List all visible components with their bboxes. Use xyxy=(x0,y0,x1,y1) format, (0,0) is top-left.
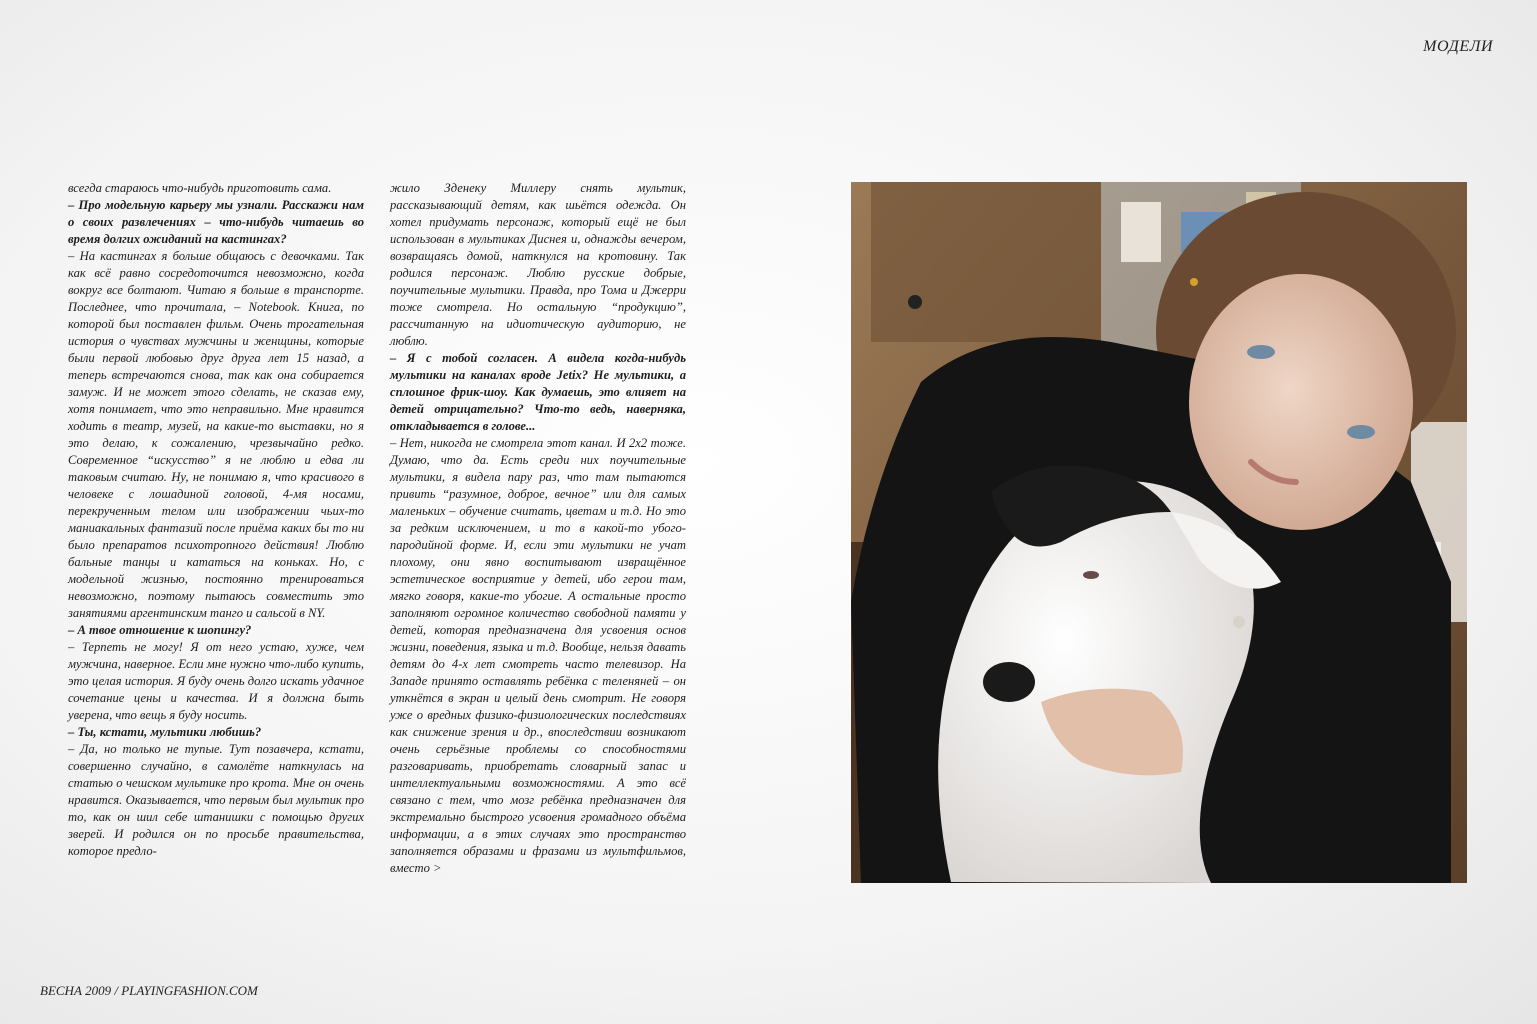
photo-illustration xyxy=(851,182,1467,883)
section-label: МОДЕЛИ xyxy=(1423,38,1493,55)
sweater-button xyxy=(1233,616,1245,628)
article-photo xyxy=(851,182,1467,883)
article-column-1 xyxy=(68,180,364,860)
interview-question: – А твое отношение к шопингу? xyxy=(68,623,252,637)
interview-answer: всегда стараюсь что-нибудь приготовить сама. xyxy=(68,181,332,195)
interview-question: – Ты, кстати, мультики любишь? xyxy=(68,725,262,739)
interview-question: – Про модельную карьеру мы узнали. Расскажи нам о своих развлечениях – что-нибудь читаешь во время долгих ожиданий на кастингах? xyxy=(68,198,364,246)
eye-left xyxy=(1247,345,1275,359)
dog-eye xyxy=(1083,571,1099,579)
interview-answer: – Нет, никогда не смотрела этот канал. И 2х2 тоже. Думаю, что да. Есть среди них поучительные мультики, я видела пару раз, что там пытаются привить “разумное, доброе, вечное” или для самых маленьких – обучение считать, цветам и т.д. Но это за редким исключением, и то в какой-то убого-пародийной форме. И, если эти мультики не учат плохому, они явно воспитывают извращённое эстетическое восприятие у детей, ибо герои там, мягко говоря, какие-то убогие. А остальные просто заполняют огромное количество свободной памяти у детей, которая предназначена для усвоения основ жизни, поведения, языка и т.д. Вообще, нельзя давать детям до 4-х лет смотреть часто телевизор. На Западе принято оставлять ребёнка с теленяней – он уткнётся в экран и целый день смотрит. Не говоря уже о вредных физико-физиологических последствиях как снижение зрения и др., впоследствии возникают очень серьёзные проблемы со способностями разговаривать, приобретать словарный запас и интеллектуальными возможностями. А это всё связано с тем, что мозг ребёнка предназначен для экстремально быстрого усвоения громадного объёма информации, а в этих случаях это пространство заполняется образами и фразами из мультфильмов, вместо > xyxy=(390,436,686,875)
shelf-item xyxy=(1121,202,1161,262)
article-column-2 xyxy=(390,180,686,877)
interview-answer: – Терпеть не могу! Я от него устаю, хуже, чем мужчина, наверное. Если мне нужно что-либо купить, это целая история. Я буду очень долго искать удачное сочетание цены и качества. И я должна быть уверена, что вещь я буду носить. xyxy=(68,640,364,722)
interview-answer: – На кастингах я больше общаюсь с девочками. Так как всё равно сосредоточится невозможно, когда вокруг все болтают. Читаю я больше в транспорте. Последнее, что прочитала, – Notebook. Книга, по которой был поставлен фильм. Очень трогательная история о чувствах мужчины и женщины, которые были первой любовью друг друга лет 15 назад, а теперь встречаются снова, так как она собирается замуж. И не может этого сделать, не сказав ему, хотя понимает, что это неправильно. Мне нравится ходить в театр, музей, на какие-то выставки, но я это делаю, к сожалению, чрезвычайно редко. Современное “искусство” я не люблю и едва ли таковым считаю. Ну, не понимаю я, что красивого в человеке с лошадиной головой, 4-мя носами, перекрученным телом или изображении чьих-то маниакальных фантазий после приёма каких бы то ни было препаратов психотропного действия! Люблю бальные танцы и кататься на коньках. Но, с модельной жизнью, постоянно тренироваться невозможно, поэтому пытаюсь совместить это занятиями аргентинским танго и сальсой в NY. xyxy=(68,249,364,620)
page-footer: ВЕСНА 2009 / PLAYINGFASHION.COM xyxy=(40,983,258,998)
eye-right xyxy=(1347,425,1375,439)
face xyxy=(1189,274,1413,530)
interview-answer: жило Зденеку Миллеру снять мультик, рассказывающий детям, как шьётся одежда. Он хотел придумать персонаж, который ещё не был использован в мультиках Диснея и, однажды вечером, возвращаясь домой, наткнулся на кротовину. Так родился персонаж. Люблю русские добрые, поучительные мультики. Правда, про Тома и Джерри тоже смотрела. Но остальную “продукцию”, рассчитанную на идиотическую аудиторию, не люблю. xyxy=(390,181,686,348)
interview-question: – Я с тобой согласен. А видела когда-нибудь мультики на каналах вроде Jetix? Не мультики, а сплошное фрик-шоу. Как думаешь, это влияет на детей отрицательно? Что-то ведь, наверняка, откладывается в голове... xyxy=(390,351,686,433)
interview-answer: – Да, но только не тупые. Тут позавчера, кстати, совершенно случайно, в самолёте наткнулась на статью о чешском мультике про крота. Мне он очень нравится. Оказывается, что первым был мультик про то, как он шил себе штанишки с помощью других зверей. И родился он по просьбе правительства, которое предло- xyxy=(68,742,364,858)
cabinet-knob xyxy=(908,295,922,309)
earring xyxy=(1190,278,1198,286)
dog-nose xyxy=(983,662,1035,702)
cabinet-door xyxy=(871,182,1101,342)
